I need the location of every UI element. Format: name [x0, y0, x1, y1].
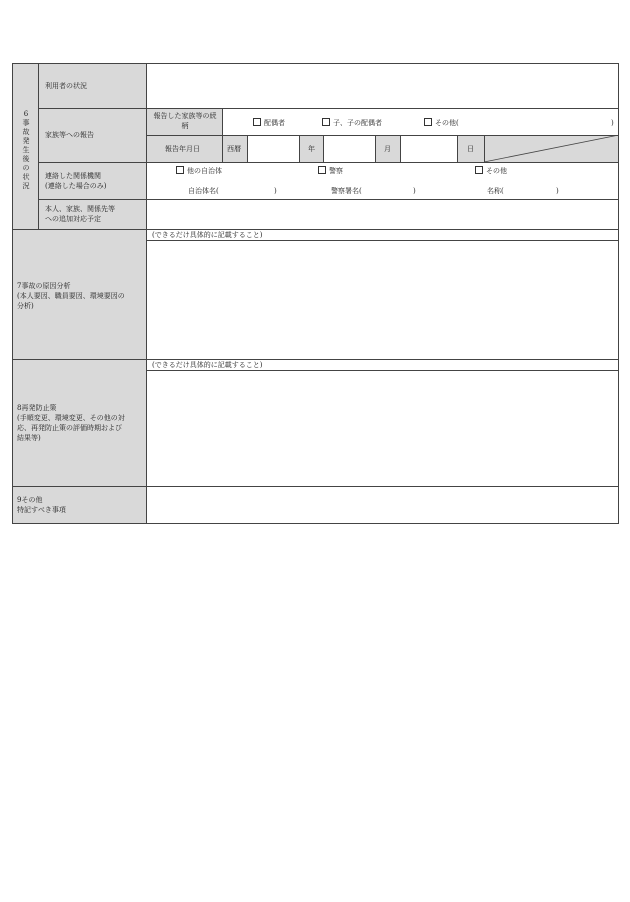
- section7-label-3: 分析): [17, 302, 34, 310]
- section9-label-cell: [12, 486, 147, 524]
- other-checkbox[interactable]: [424, 118, 432, 126]
- option-other-label: その他(: [435, 119, 459, 127]
- diagonal-line: [484, 135, 619, 163]
- other-name-label: 名称(: [487, 187, 504, 195]
- day-cell: [457, 135, 485, 163]
- municipality-name-label: 自治体名(: [188, 187, 219, 195]
- contacted-options-cell: [146, 162, 619, 200]
- day-label: 日: [467, 145, 474, 153]
- agency-other[interactable]: [475, 166, 507, 176]
- section8-hint: (できるだけ具体的に記載すること): [152, 361, 263, 369]
- month-cell: [375, 135, 401, 163]
- section8-label-3: 応、再発防止策の評価時期および: [17, 424, 122, 432]
- user-status-label-cell: [38, 63, 147, 109]
- section9-label-1: 9その他: [17, 496, 43, 504]
- child-checkbox[interactable]: [322, 118, 330, 126]
- section7-label-cell: [12, 229, 147, 360]
- option-child[interactable]: [322, 118, 382, 128]
- followup-label-1: 本人、家族、関係先等: [45, 205, 115, 213]
- user-status-label: 利用者の状況: [45, 82, 87, 90]
- day-field[interactable]: [400, 135, 458, 163]
- relation-label-cell: [146, 108, 223, 136]
- date-blank-cell: [484, 135, 619, 163]
- police-name-label: 警察署名(: [331, 187, 362, 195]
- option-other[interactable]: [424, 118, 459, 128]
- family-report-label: 家族等への報告: [45, 131, 94, 139]
- contacted-label-2: (連絡した場合のみ): [45, 182, 107, 190]
- section8-label-1: 8再発防止策: [17, 404, 57, 412]
- option-spouse-label: 配偶者: [264, 119, 285, 127]
- section8-field[interactable]: [146, 370, 619, 487]
- option-child-label: 子、子の配偶者: [333, 119, 382, 127]
- section8-label-4: 結果等): [17, 434, 41, 442]
- option-other-close: ): [611, 119, 614, 127]
- agency-police-label: 警察: [329, 167, 343, 175]
- user-status-field[interactable]: [146, 63, 619, 109]
- police-name-close: ): [413, 187, 416, 195]
- police-checkbox[interactable]: [318, 166, 326, 174]
- relation-label: 報告した家族等の続柄: [153, 112, 217, 130]
- option-spouse[interactable]: [253, 118, 285, 128]
- era-year-field[interactable]: [247, 135, 300, 163]
- date-label-cell: [146, 135, 223, 163]
- other-name-close: ): [556, 187, 559, 195]
- spouse-checkbox[interactable]: [253, 118, 261, 126]
- section6-title-cell: [12, 63, 39, 230]
- municipality-checkbox[interactable]: [176, 166, 184, 174]
- followup-label-cell: [38, 199, 147, 230]
- section8-label-cell: [12, 359, 147, 487]
- section8-label-2: (手順変更、環境変更、その他の対: [17, 414, 125, 422]
- section7-label-1: 7事故の原因分析: [17, 282, 71, 290]
- followup-field[interactable]: [146, 199, 619, 230]
- contacted-label-1: 連絡した関係機関: [45, 172, 101, 180]
- followup-label-2: への追加対応予定: [45, 215, 101, 223]
- era-label: 西暦: [227, 145, 241, 153]
- month-label: 月: [384, 145, 391, 153]
- municipality-name-close: ): [274, 187, 277, 195]
- agency-municipality-label: 他の自治体: [187, 167, 222, 175]
- year-cell: [299, 135, 324, 163]
- era-cell: [222, 135, 248, 163]
- section6-title: 6事故発生後の状況: [22, 110, 30, 190]
- month-field[interactable]: [323, 135, 376, 163]
- section9-field[interactable]: [146, 486, 619, 524]
- accident-report-form: [12, 63, 619, 524]
- date-label: 報告年月日: [165, 145, 200, 153]
- agency-other-label: その他: [486, 167, 507, 175]
- section9-label-2: 特記すべき事項: [17, 506, 66, 514]
- agency-municipality[interactable]: [176, 166, 222, 176]
- section7-field[interactable]: [146, 240, 619, 360]
- section7-hint: (できるだけ具体的に記載すること): [152, 231, 263, 239]
- agency-other-checkbox[interactable]: [475, 166, 483, 174]
- contacted-label-cell: [38, 162, 147, 200]
- year-label: 年: [308, 145, 315, 153]
- relation-options-cell: [222, 108, 619, 136]
- family-report-label-cell: [38, 108, 147, 163]
- section7-label-2: (本人要因、職員要因、環境要因の: [17, 292, 125, 300]
- agency-police[interactable]: [318, 166, 343, 176]
